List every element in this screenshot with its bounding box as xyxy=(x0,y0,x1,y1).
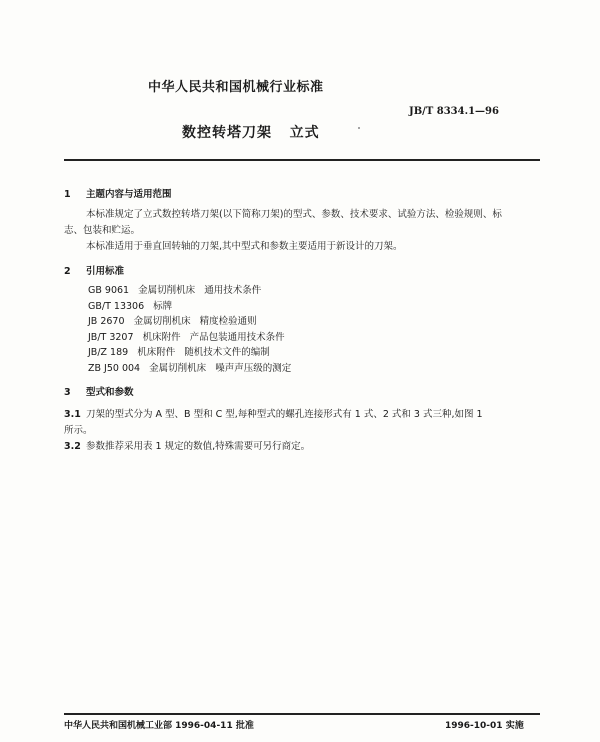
section-number: 1 xyxy=(64,189,71,200)
section-number: 3 xyxy=(64,387,71,398)
section-title: 主题内容与适用范围 xyxy=(86,189,172,200)
section-3-heading xyxy=(64,384,134,398)
issuing-organization: 中华人民共和国机械行业标准 xyxy=(148,80,324,95)
header-divider xyxy=(64,159,540,161)
reference-item: JB/T 3207 机床附件 产品包装通用技术条件 xyxy=(88,331,285,343)
section-title: 型式和参数 xyxy=(86,387,134,398)
reference-item: JB 2670 金属切削机床 精度检验通则 xyxy=(88,316,257,328)
approval-info: 中华人民共和国机械工业部 1996-04-11 批准 xyxy=(64,721,254,731)
document-title: 数控转塔刀架 立式 xyxy=(182,125,320,141)
section-1-paragraph-1-line-1: 本标准规定了立式数控转塔刀架(以下简称刀架)的型式、参数、技术要求、试验方法、检验规则、标 xyxy=(86,209,502,220)
section-1-heading xyxy=(64,186,172,200)
footer-divider xyxy=(64,713,540,715)
clause-3-2 xyxy=(64,439,310,454)
clause-text: 刀架的型式分为 A 型、B 型和 C 型,每种型式的螺孔连接形式有 1 式、2 式和 3 式三种,如图 1 xyxy=(86,409,483,420)
standard-number: JB/T 8334.1—96 xyxy=(409,106,499,117)
reference-item: GB 9061 金属切削机床 通用技术条件 xyxy=(88,285,262,296)
clause-number: 3.1 xyxy=(64,409,81,420)
implementation-date: 1996-10-01 实施 xyxy=(445,721,524,731)
clause-3-1-line-1 xyxy=(64,407,483,422)
reference-item: ZB J50 004 金属切削机床 噪声声压级的测定 xyxy=(88,362,292,374)
reference-item: JB/Z 189 机床附件 随机技术文件的编制 xyxy=(88,347,270,359)
reference-item: GB/T 13306 标牌 xyxy=(88,300,173,312)
scan-speck xyxy=(358,127,360,129)
reference-list xyxy=(88,283,291,377)
clause-text: 参数推荐采用表 1 规定的数值,特殊需要可另行商定。 xyxy=(86,441,311,452)
section-title: 引用标准 xyxy=(86,266,125,277)
clause-3-1-line-2: 所示。 xyxy=(64,425,93,436)
section-2-heading xyxy=(64,263,124,277)
clause-number: 3.2 xyxy=(64,441,81,452)
section-number: 2 xyxy=(64,266,71,277)
section-1-paragraph-2: 本标准适用于垂直回转轴的刀架,其中型式和参数主要适用于新设计的刀架。 xyxy=(86,241,403,252)
section-1-paragraph-1-line-2: 志、包装和贮运。 xyxy=(64,225,141,236)
